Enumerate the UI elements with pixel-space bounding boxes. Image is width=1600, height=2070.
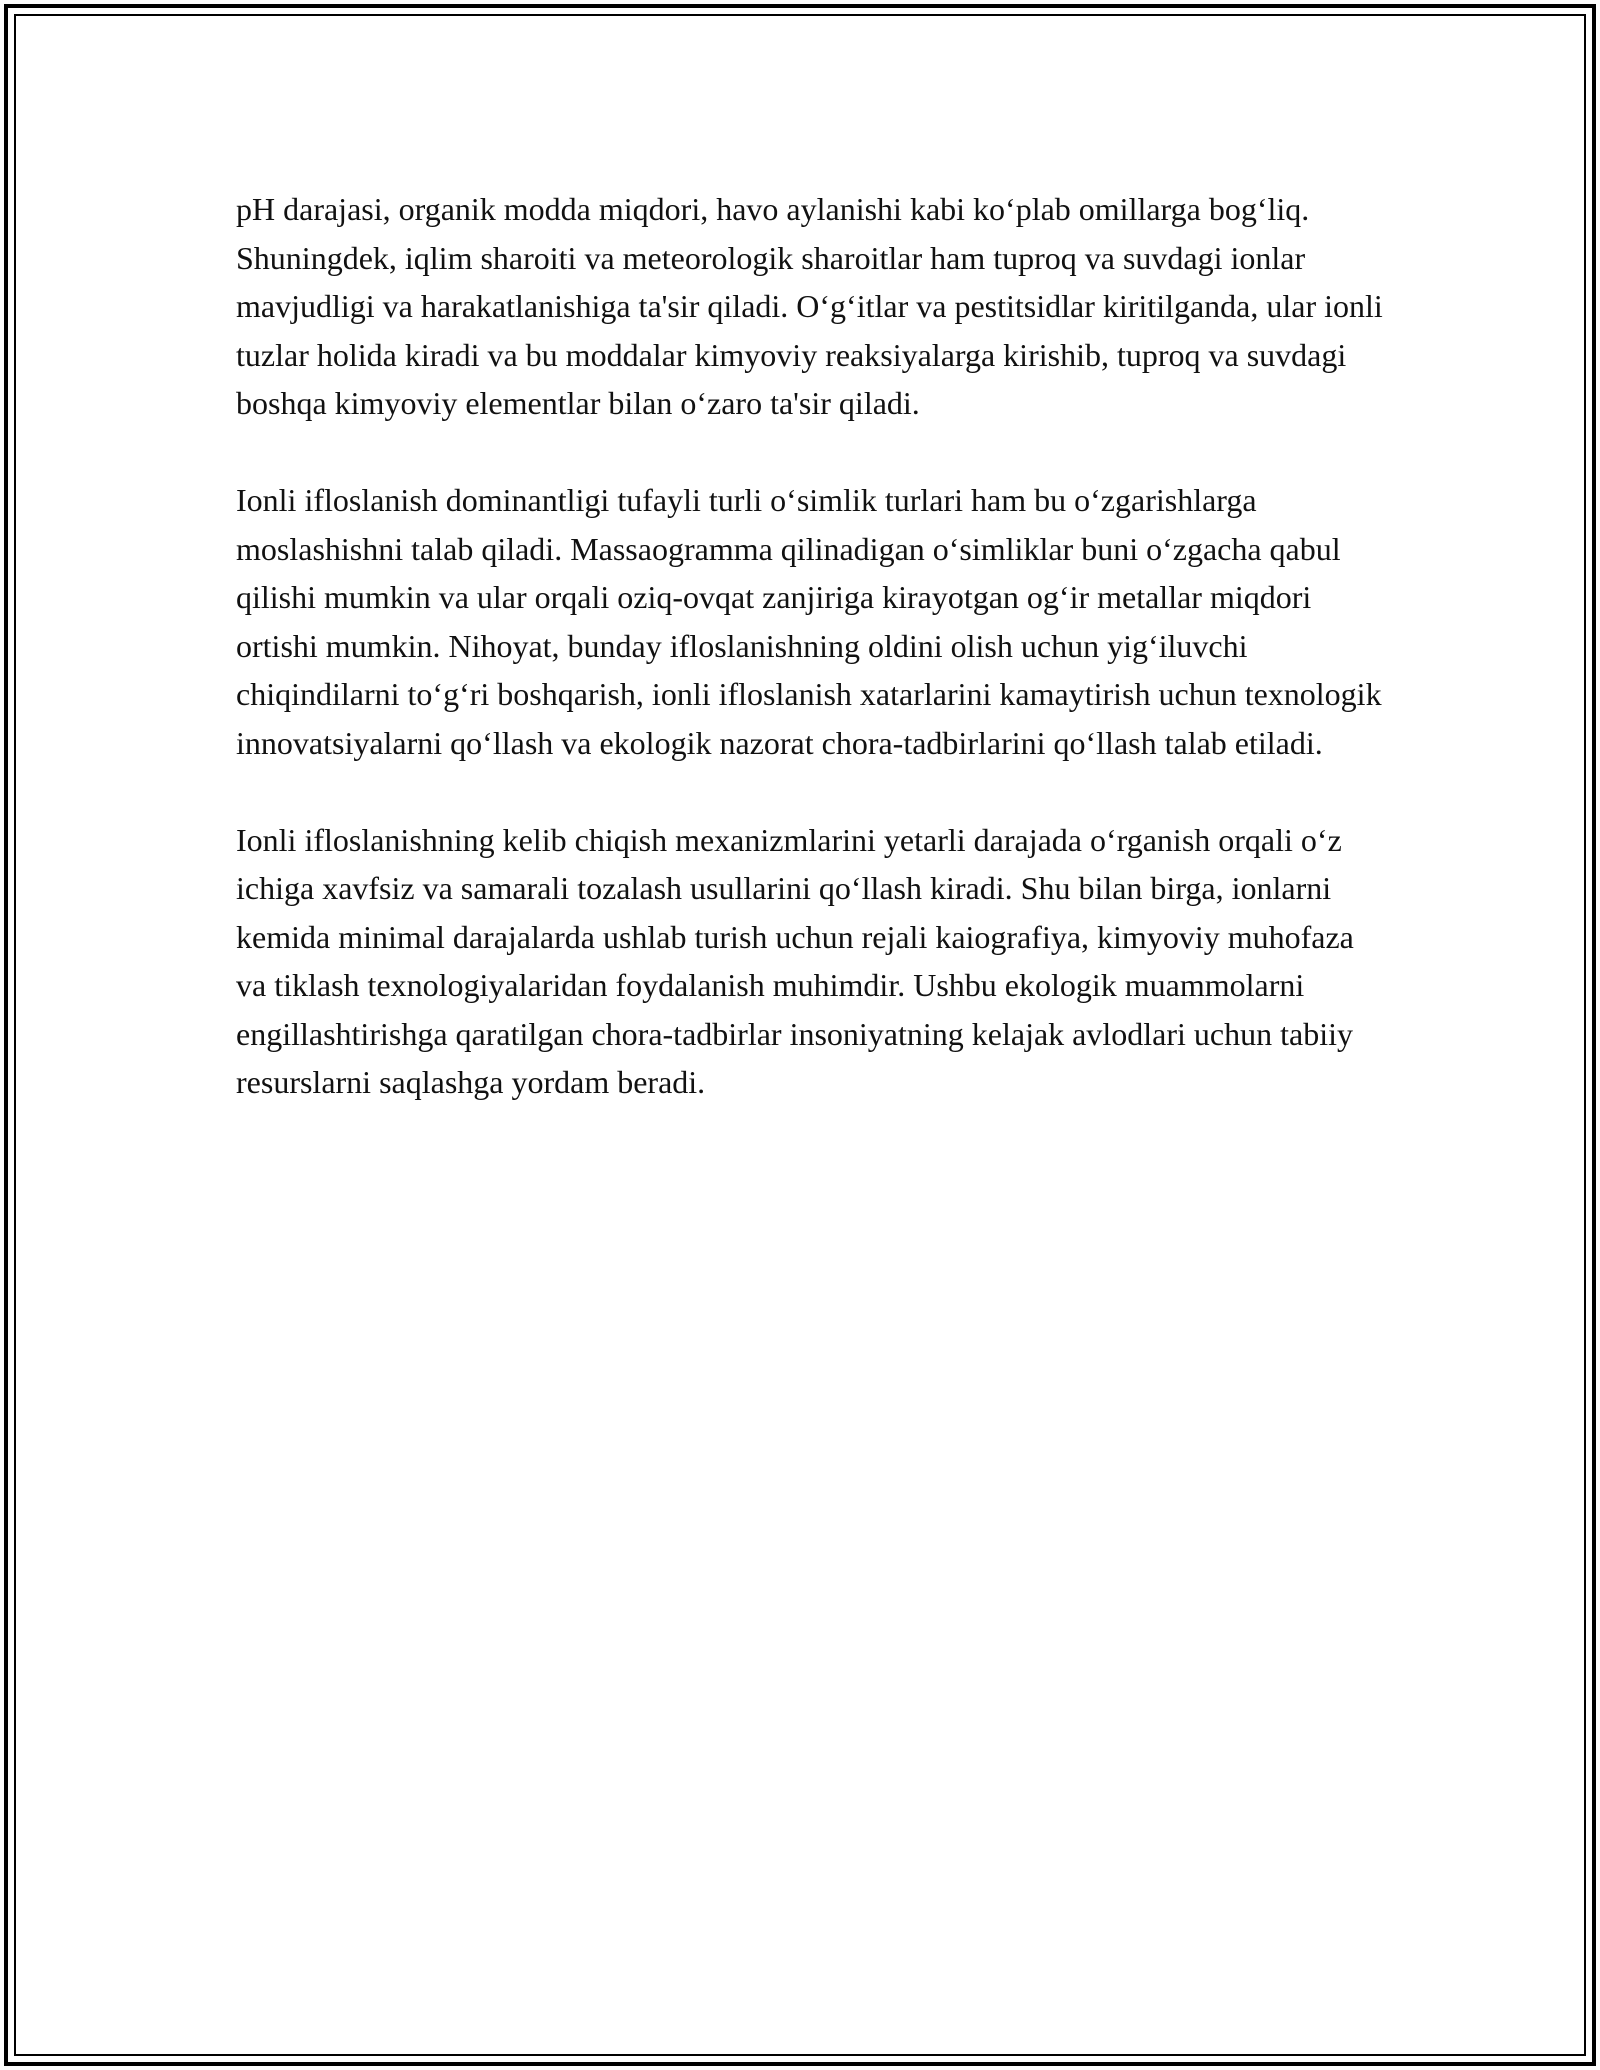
paragraph-2: Ionli ifloslanish dominantligi tufayli turli o‘simlik turlari ham bu o‘zgarishlarga moslashishni talab qiladi. Massaogramma qilinadigan o‘simliklar buni o‘zgacha qabul qilishi mumkin va ular orqali oziq-ovqat zanjiriga kirayotgan og‘ir metallar miqdori ortishi mumkin. Nihoyat, bunday ifloslanishning oldini olish uchun yig‘iluvchi chiqindilarni to‘g‘ri boshqarish, ionli ifloslanish xatarlarini kamaytirish uchun texnologik innovatsiyalarni qo‘llash va ekologik nazorat chora-tadbirlarini qo‘llash talab etiladi.: [236, 482, 1382, 761]
document-body: [236, 185, 1384, 1155]
paragraph-1: pH darajasi, organik modda miqdori, havo aylanishi kabi ko‘plab omillarga bog‘liq. Shuningdek, iqlim sharoiti va meteorologik sharoitlar ham tuproq va suvdagi ionlar mavjudligi va harakatlanishiga ta'sir qiladi. O‘g‘itlar va pestitsidlar kiritilganda, ular ionli tuzlar holida kiradi va bu moddalar kimyoviy reaksiyalarga kirishib, tuproq va suvdagi boshqa kimyoviy elementlar bilan o‘zaro ta'sir qiladi.: [236, 191, 1383, 421]
paragraph-3: Ionli ifloslanishning kelib chiqish mexanizmlarini yetarli darajada o‘rganish orqali o‘z ichiga xavfsiz va samarali tozalash usullarini qo‘llash kiradi. Shu bilan birga, ionlarni kemida minimal darajalarda ushlab turish uchun rejali kaiografiya, kimyoviy muhofaza va tiklash texnologiyalaridan foydalanish muhimdir. Ushbu ekologik muammolarni engillashtirishga qaratilgan chora-tadbirlar insoniyatning kelajak avlodlari uchun tabiiy resurslarni saqlashga yordam beradi.: [236, 821, 1354, 1100]
